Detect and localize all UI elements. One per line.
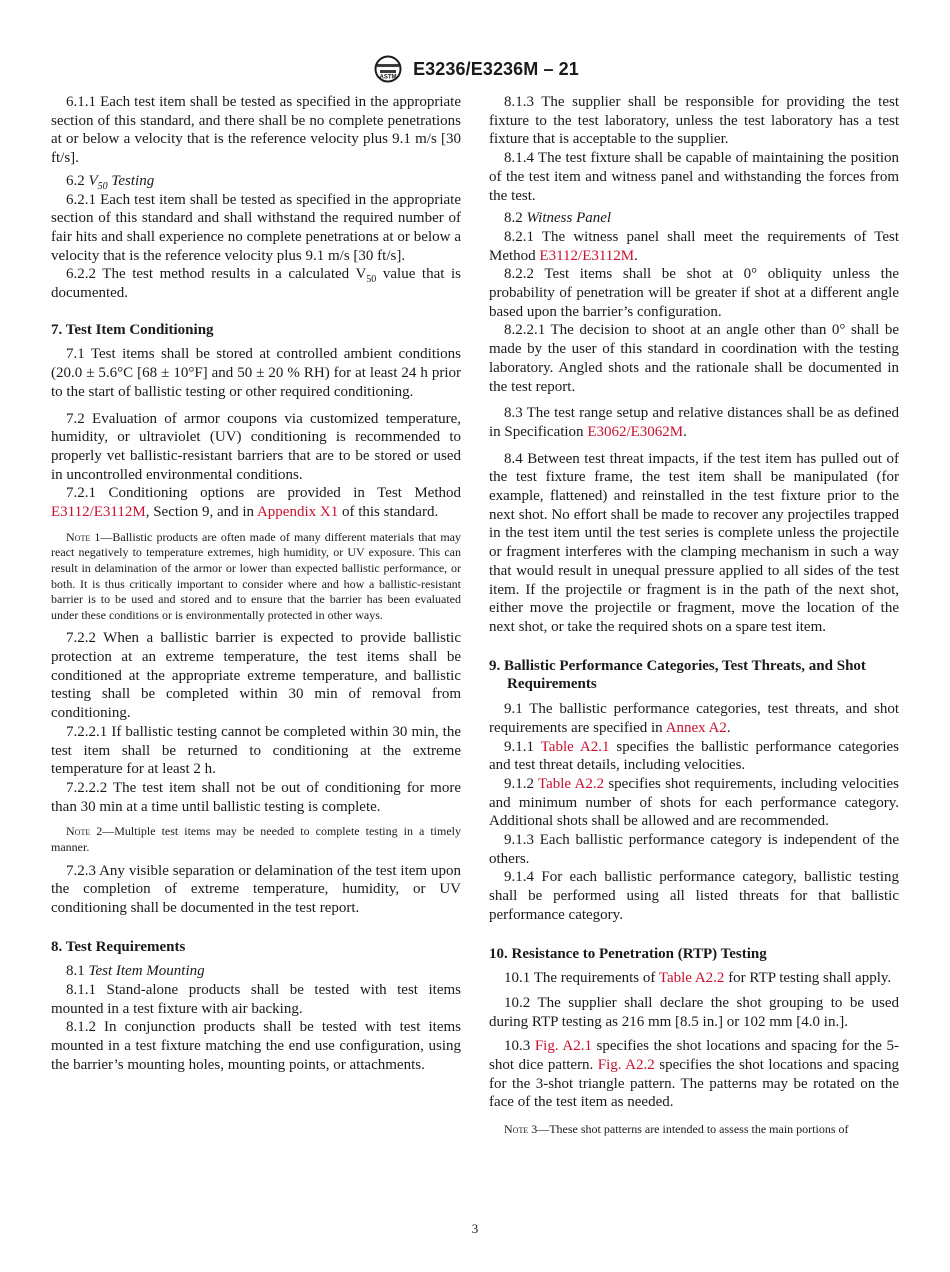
section-heading-10: 10. Resistance to Penetration (RTP) Testing: [489, 945, 767, 962]
paragraph-10-1: 10.1 The requirements of Table A2.2 for RTP testing shall apply.: [504, 970, 892, 987]
link-annex-a2[interactable]: Annex A2: [665, 719, 727, 736]
paragraph-9-1-3: 9.1.3 Each ballistic performance category is independent of the others.: [489, 832, 899, 867]
paragraph-7-1: 7.1 Test items shall be stored at controlled ambient conditions (20.0 ± 5.6°C [68 ± 10°F] and 50 ± 20 % RH) for at least 24 h prior to the start of ballistic testing or other required conditioning.: [51, 346, 461, 400]
paragraph-8-2-2: 8.2.2 Test items shall be shot at 0° obliquity unless the probability of penetration will be greater if shot at a different angle based upon the barrier’s configuration.: [489, 266, 899, 320]
link-table-a2-2[interactable]: Table A2.2: [658, 970, 725, 987]
note-1: Note 1—Ballistic products are often made of many different materials that may react negatively to temperature extremes, high humidity, or UV exposure. This can result in delamination of the armor or lower than expected ballistic performance, or both. It is thus critically important to consider where and how a ballistic-resistant barrier is to be used and stored and to ensure that the barrier has been evaluated under these conditions or is environmentally protected in other ways.: [51, 529, 462, 622]
paragraph-7-2-3: 7.2.3 Any visible separation or delamination of the test item upon the completion of extreme temperature, humidity, or UV conditioning shall be documented in the test report.: [51, 862, 461, 916]
paragraph-7-2: 7.2 Evaluation of armor coupons via customized temperature, humidity, or ultraviolet (UV) conditioning is recommended to properly vet ballistic-resistant barriers that are to be stored or used in uncontrolled environmental conditions.: [51, 410, 461, 483]
paragraph-7-2-1: 7.2.1 Conditioning options are provided in Test Method E3112/E3112M, Section 9, and in Appendix X1 of this standard.: [51, 485, 461, 521]
link-fig-a2-1[interactable]: Fig. A2.1: [534, 1038, 592, 1055]
paragraph-7-2-2-2: 7.2.2.2 The test item shall not be out of conditioning for more than 30 min at a time until ballistic testing is complete.: [51, 779, 461, 815]
paragraph-8-1-2: 8.1.2 In conjunction products shall be tested with test items mounted in a test fixture matching the end use configuration, using the barrier’s mounting holes, mounting points, or attachments.: [51, 1019, 461, 1073]
paragraph-6-2-2: 6.2.2 The test method results in a calculated $V_{50}$ value that is documented.: [51, 266, 461, 302]
right-column: [489, 93, 899, 1144]
page-header: [0, 53, 950, 85]
paragraph-9-1-1: 9.1.1 Table A2.1 specifies the ballistic performance categories and test threat details, including velocities.: [489, 738, 899, 774]
document-id: E3236/E3236M – 21: [413, 58, 579, 79]
subheading-6-2: 6.2 $V_{50}$ Testing: [66, 172, 155, 192]
link-e3062[interactable]: E3062/E3062M: [587, 423, 684, 440]
subheading-8-2: 8.2 Witness Panel: [504, 210, 612, 227]
paragraph-7-2-2: 7.2.2 When a ballistic barrier is expected to provide ballistic protection at an extreme temperature, the test items shall be conditioned at the appropriate extreme temperature, and ballistic testing shall be completed within 30 min of removal from conditioning.: [51, 630, 461, 722]
paragraph-6-2-1: 6.2.1 Each test item shall be tested as specified in the appropriate section of this standard and shall withstand the required number of fair hits and shall experience no complete penetrations at or below a velocity that is the reference velocity plus 9.1 m/s [30 ft/s].: [51, 191, 461, 264]
paragraph-8-1-4: 8.1.4 The test fixture shall be capable of maintaining the position of the test item and witness panel and withstanding the forces from the test.: [489, 150, 899, 204]
link-appendix-x1[interactable]: Appendix X1: [256, 504, 339, 521]
paragraph-8-2-1: 8.2.1 The witness panel shall meet the requirements of Test Method E3112/E3112M.: [489, 228, 899, 264]
link-table-a2-1[interactable]: Table A2.1: [540, 738, 610, 755]
page-number: 3: [471, 1221, 479, 1236]
svg-text:ASTM: ASTM: [379, 74, 397, 81]
paragraph-8-2-2-1: 8.2.2.1 The decision to shoot at an angle other than 0° shall be made by the user of this standard in coordination with the testing laboratory. Angled shots and the rationale shall be documented in the test report.: [489, 322, 899, 395]
note-2: Note 2—Multiple test items may be needed to complete testing in a timely manner.: [51, 824, 461, 854]
link-fig-a2-2[interactable]: Fig. A2.2: [597, 1057, 655, 1074]
section-heading-7: 7. Test Item Conditioning: [51, 321, 214, 338]
paragraph-8-1-3: 8.1.3 The supplier shall be responsible for providing the test fixture to the test laboratory, unless the test laboratory has a test fixture that is acceptable to the supplier.: [489, 94, 899, 148]
paragraph-8-3: 8.3 The test range setup and relative distances shall be as defined in Specification E3062/E3062M.: [489, 405, 899, 440]
paragraph-9-1: 9.1 The ballistic performance categories, test threats, and shot requirements are specified in Annex A2.: [489, 701, 899, 736]
note-3: Note 3—These shot patterns are intended to assess the main portions of: [504, 1122, 849, 1137]
paragraph-6-1-1: 6.1.1 Each test item shall be tested as specified in the appropriate section of this standard, and there shall be no complete penetrations at or below a velocity that is the reference velocity plus 9.1 m/s [30 ft/s].: [51, 94, 461, 167]
section-heading-9: 9. Ballistic Performance Categories, Test Threats, and Shot Requirements: [489, 657, 866, 693]
paragraph-9-1-2: 9.1.2 Table A2.2 specifies shot requirements, including velocities and minimum number of shots for each performance category. Additional shots shall be allowed and are recommended.: [489, 775, 899, 830]
paragraph-7-2-2-1: 7.2.2.1 If ballistic testing cannot be completed within 30 min, the test item shall be returned to conditioning at the extreme temperature for at least 2 h.: [51, 723, 461, 778]
link-table-a2-2[interactable]: Table A2.2: [537, 775, 605, 792]
paragraph-9-1-4: 9.1.4 For each ballistic performance category, ballistic testing shall be performed using all listed threats for that ballistic performance category.: [489, 869, 899, 923]
link-e3112[interactable]: E3112/E3112M: [51, 504, 146, 521]
left-column: [51, 93, 461, 1075]
paragraph-10-2: 10.2 The supplier shall declare the shot grouping to be used during RTP testing as 216 mm [8.5 in.] or 102 mm [4.0 in.].: [489, 994, 899, 1030]
subheading-8-1: 8.1 Test Item Mounting: [66, 963, 205, 980]
astm-logo-icon: [371, 55, 405, 83]
section-heading-8: 8. Test Requirements: [51, 938, 186, 955]
paragraph-8-1-1: 8.1.1 Stand-alone products shall be tested with test items mounted in a test fixture with air backing.: [51, 982, 461, 1017]
paragraph-8-4: 8.4 Between test threat impacts, if the test item has pulled out of the test fixture frame, the test item shall be manipulated (for example, flattened) and reinstalled in the test fixture prior to the next shot. No effort shall be made to recover any projectiles trapped in the test item until the test series is complete unless the projectile or fragment interferes with the clamping mechanism in such a way that would result in unequal pressure applied to all sides of the test item. If the projectile or fragment is in the path of the next shot, either move the projectile or fragment, move the location of the next shot, or take the required shots on a spare test item.: [489, 450, 899, 635]
paragraph-10-3: 10.3 Fig. A2.1 specifies the shot locations and spacing for the 5-shot dice pattern. Fig. A2.2 specifies the shot locations and spacing for the 3-shot triangle pattern. The patterns may be rotated on the face of the test item as needed.: [489, 1038, 899, 1111]
link-e3112[interactable]: E3112/E3112M: [539, 247, 635, 264]
